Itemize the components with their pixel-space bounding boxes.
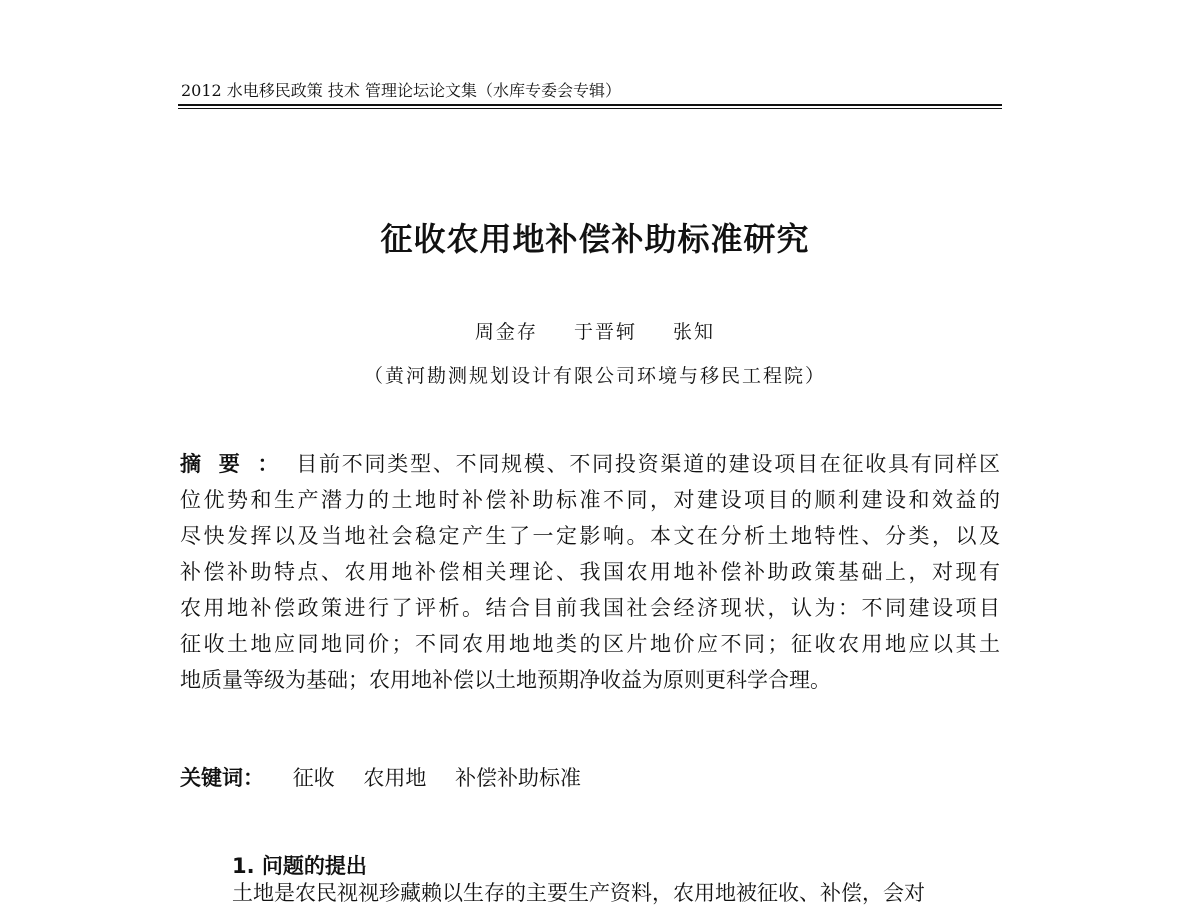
abstract-line: 补偿补助特点、农用地补偿相关理论、我国农用地补偿补助政策基础上，对现有	[180, 560, 1000, 584]
author-name: 周金存	[474, 321, 538, 343]
keyword: 农用地	[363, 766, 427, 790]
abstract-line: 位优势和生产潜力的土地时补偿补助标准不同，对建设项目的顺利建设和效益的	[180, 488, 1000, 512]
paper-title: 征收农用地补偿补助标准研究	[380, 220, 810, 258]
keywords-line	[180, 760, 581, 796]
body-text-line: 土地是农民视视珍藏赖以生存的主要生产资料，农用地被征收、补偿，会对	[232, 881, 925, 905]
running-header: 2012 水电移民政策 技术 管理论坛论文集（水库专委会专辑）	[181, 81, 621, 100]
abstract-block	[180, 446, 1000, 698]
abstract-line: 尽快发挥以及当地社会稳定产生了一定影响。本文在分析土地特性、分类，以及	[180, 524, 1000, 548]
abstract-line: 征收土地应同地同价；不同农用地地类的区片地价应不同；征收农用地应以其土	[180, 632, 1000, 656]
header-rule-thin	[178, 108, 1002, 109]
abstract-label: 摘要：	[180, 452, 297, 476]
author-name: 张知	[673, 321, 716, 343]
abstract-line: 农用地补偿政策进行了评析。结合目前我国社会经济现状，认为：不同建设项目	[180, 596, 1000, 620]
keyword: 征收	[292, 766, 335, 790]
author-affiliation: （黄河勘测规划设计有限公司环境与移民工程院）	[363, 365, 826, 387]
author-name: 于晋轲	[573, 321, 637, 343]
section-heading: 1. 问题的提出	[232, 854, 367, 878]
abstract-text: 目前不同类型、不同规模、不同投资渠道的建设项目在征收具有同样区	[296, 452, 1001, 476]
abstract-line	[180, 446, 1000, 482]
author-list	[0, 317, 1190, 344]
header-rule	[178, 104, 1002, 106]
body-text-cut	[232, 881, 1002, 908]
keywords-label: 关键词：	[180, 766, 264, 790]
abstract-line: 地质量等级为基础；农用地补偿以土地预期净收益为原则更科学合理。	[180, 668, 831, 692]
keyword: 补偿补助标准	[455, 766, 582, 790]
